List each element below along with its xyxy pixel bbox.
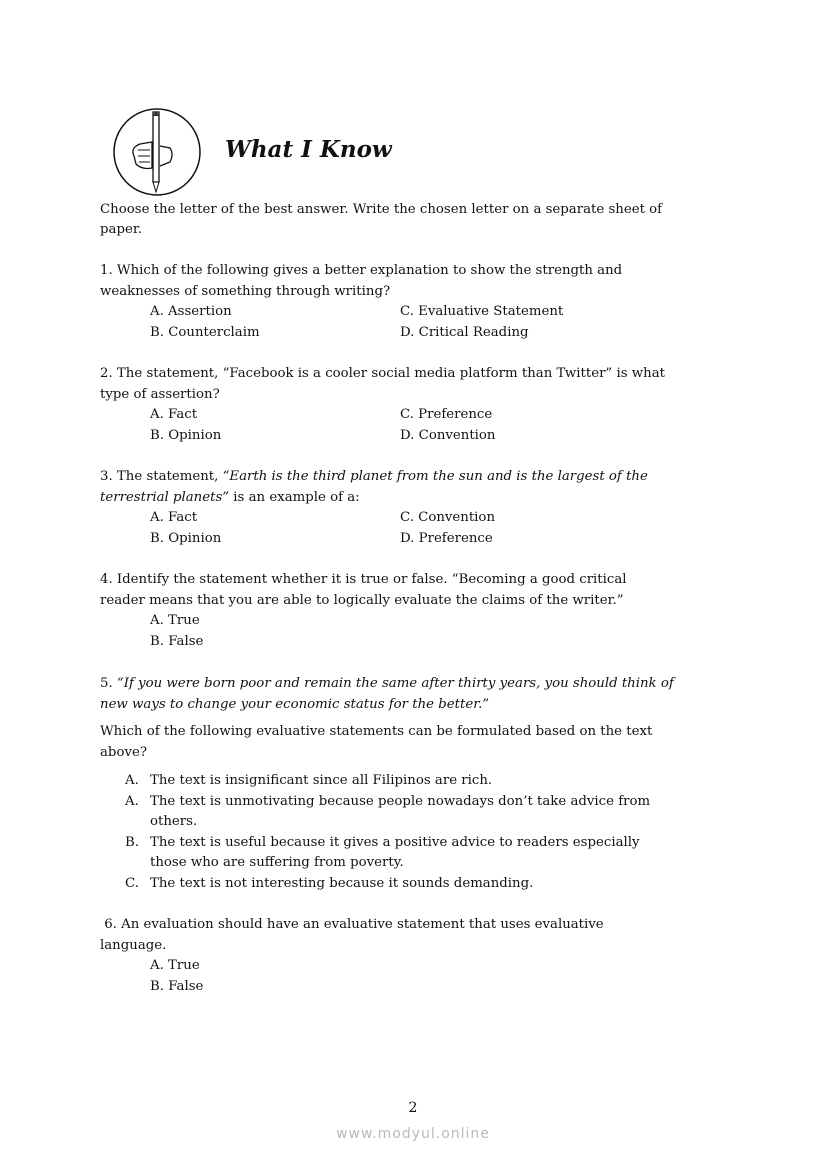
- q3-quote: terrestrial planets”: [100, 490, 230, 505]
- option: C. Convention: [400, 510, 496, 525]
- q3-quote: “Earth is the third planet from the sun and is the largest of the: [222, 469, 648, 484]
- option: others.: [150, 814, 198, 829]
- option: The text is insignificant since all Filipinos are rich.: [150, 773, 493, 788]
- hand-holding-pencil-icon: [112, 106, 202, 198]
- question-5: Which of the following evaluative statements can be formulated based on the text: [100, 724, 653, 739]
- q5-quote: new ways to change your economic status for the better.”: [100, 697, 490, 712]
- option-letter: A.: [125, 794, 139, 809]
- q3-suffix: is an example of a:: [229, 490, 360, 505]
- question-4: 4. Identify the statement whether it is true or false. “Becoming a good critical: [100, 572, 627, 587]
- option: B. Counterclaim: [150, 325, 260, 340]
- option: A. Fact: [150, 510, 198, 525]
- option: C. Evaluative Statement: [400, 304, 564, 319]
- option: A. Fact: [150, 407, 198, 422]
- question-6: 6. An evaluation should have an evaluative statement that uses evaluative: [100, 917, 604, 932]
- question-5: above?: [100, 745, 147, 760]
- question-4: reader means that you are able to logically evaluate the claims of the writer.”: [100, 593, 624, 608]
- option-letter: A.: [125, 773, 139, 788]
- option: C. Preference: [400, 407, 493, 422]
- instructions-line: paper.: [100, 222, 142, 237]
- option-letter: C.: [125, 876, 139, 891]
- option: The text is useful because it gives a positive advice to readers especially: [150, 835, 640, 850]
- question-1: weaknesses of something through writing?: [100, 284, 391, 299]
- option: A. True: [150, 958, 200, 973]
- question-2: 2. The statement, “Facebook is a cooler social media platform than Twitter” is what: [100, 366, 665, 381]
- question-3: [100, 467, 648, 487]
- watermark: www.modyul.online: [336, 1126, 490, 1142]
- question-6: language.: [100, 938, 167, 953]
- question-3: [100, 488, 360, 508]
- option: B. False: [150, 979, 204, 994]
- option: The text is unmotivating because people nowadays don’t take advice from: [150, 794, 651, 809]
- option: The text is not interesting because it sounds demanding.: [150, 876, 534, 891]
- section-title: What I Know: [225, 136, 392, 163]
- page-number: 2: [408, 1100, 418, 1116]
- option: those who are suffering from poverty.: [150, 855, 404, 870]
- q5-prefix: 5.: [100, 676, 117, 691]
- instructions-line: Choose the letter of the best answer. Write the chosen letter on a separate sheet of: [100, 202, 663, 217]
- option: B. False: [150, 634, 204, 649]
- option-letter: B.: [125, 835, 139, 850]
- option: B. Opinion: [150, 428, 222, 443]
- option: A. True: [150, 613, 200, 628]
- option: D. Convention: [400, 428, 496, 443]
- question-5: [100, 674, 674, 694]
- q5-quote: “If you were born poor and remain the same after thirty years, you should think of: [116, 676, 674, 691]
- option: D. Preference: [400, 531, 493, 546]
- question-2: type of assertion?: [100, 387, 220, 402]
- option: D. Critical Reading: [400, 325, 529, 340]
- option: B. Opinion: [150, 531, 222, 546]
- option: A. Assertion: [150, 304, 232, 319]
- question-1: 1. Which of the following gives a better explanation to show the strength and: [100, 263, 623, 278]
- q3-prefix: 3. The statement,: [100, 469, 223, 484]
